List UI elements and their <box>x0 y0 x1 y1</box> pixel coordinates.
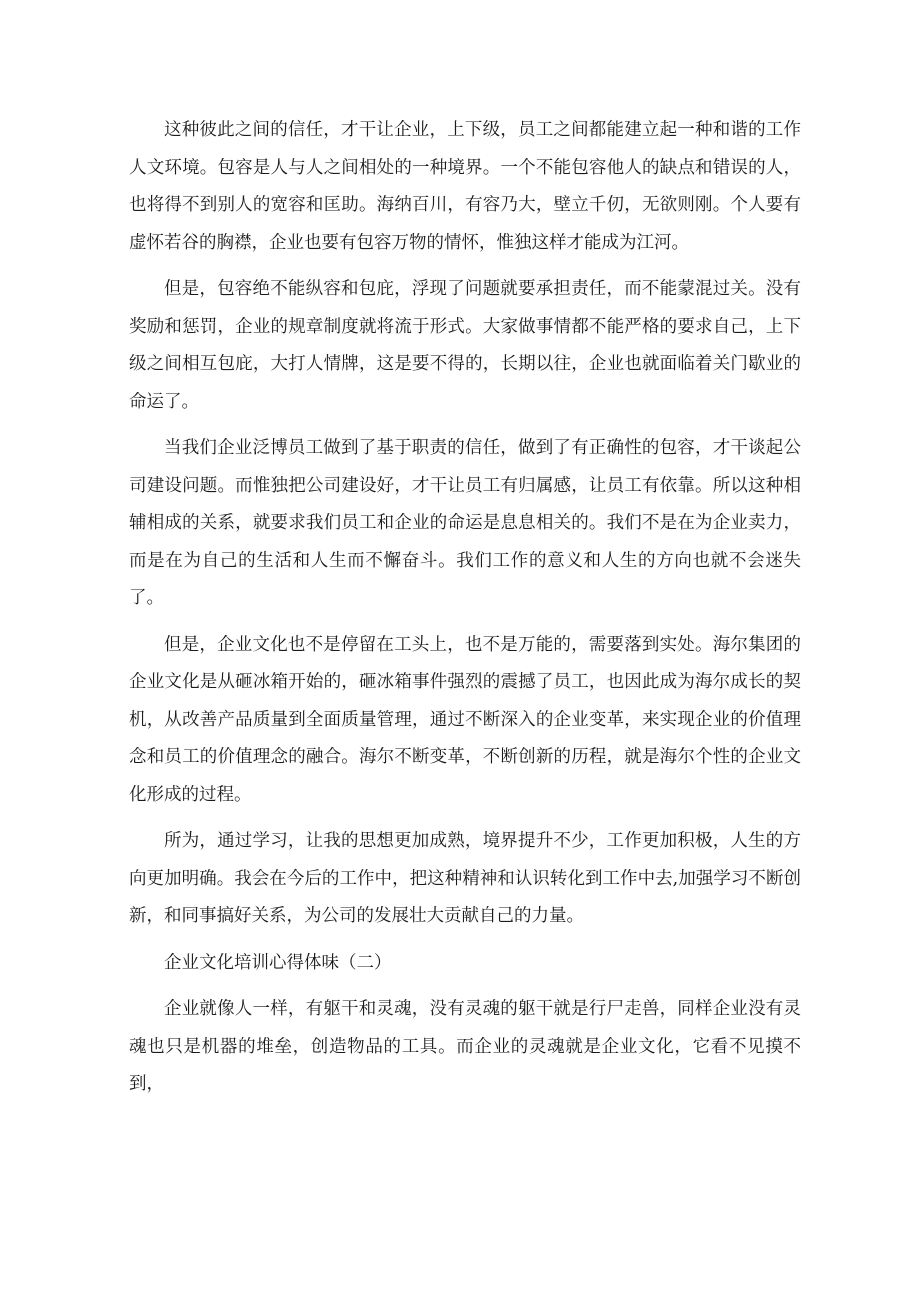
paragraph-conclusion: 所为，通过学习，让我的思想更加成熟，境界提升不少，工作更加积极，人生的方向更加明确。我会在今后的工作中，把这种精神和认识转化到工作中去,加强学习不断创新，和同事搞好关系，为公司的发展壮大贡献自己的力量。 <box>129 831 801 926</box>
document-body <box>129 112 801 1113</box>
paragraph-tolerance-limits: 但是，包容绝不能纵容和包庇，浮现了问题就要承担责任，而不能蒙混过关。没有奖励和惩罚，企业的规章制度就将流于形式。大家做事情都不能严格的要求自己，上下级之间相互包庇，大打人情牌，这是要不得的，长期以往，企业也就面临着关门歇业的命运了。 <box>129 279 801 412</box>
paragraph-trust: 这种彼此之间的信任，才干让企业，上下级，员工之间都能建立起一种和谐的工作人文环境。包容是人与人之间相处的一种境界。一个不能包容他人的缺点和错误的人，也将得不到别人的宽容和匡助。海纳百川，有容乃大，壁立千仞，无欲则刚。个人要有虚怀若谷的胸襟，企业也要有包容万物的情怀，惟独这样才能成为江河。 <box>129 120 801 253</box>
paragraph-haier-example: 但是，企业文化也不是停留在工头上，也不是万能的，需要落到实处。海尔集团的企业文化是从砸冰箱开始的，砸冰箱事件强烈的震撼了员工，也因此成为海尔成长的契机，从改善产品质量到全面质量管理，通过不断深入的企业变革，来实现企业的价值理念和员工的价值理念的融合。海尔不断变革，不断创新的历程，就是海尔个性的企业文化形成的过程。 <box>129 634 801 805</box>
paragraph-company-soul: 企业就像人一样，有躯干和灵魂，没有灵魂的躯干就是行尸走兽，同样企业没有灵魂也只是机器的堆垒，创造物品的工具。而企业的灵魂就是企业文化，它看不见摸不到， <box>129 999 801 1094</box>
paragraph-company-building: 当我们企业泛博员工做到了基于职责的信任，做到了有正确性的包容，才干谈起公司建设问题。而惟独把公司建设好，才干让员工有归属感，让员工有依靠。所以这种相辅相成的关系，就要求我们员工和企业的命运是息息相关的。我们不是在为企业卖力，而是在为自己的生活和人生而不懈奋斗。我们工作的意义和人生的方向也就不会迷失了。 <box>129 438 801 608</box>
section-heading: 企业文化培训心得体味（二） <box>164 952 392 973</box>
